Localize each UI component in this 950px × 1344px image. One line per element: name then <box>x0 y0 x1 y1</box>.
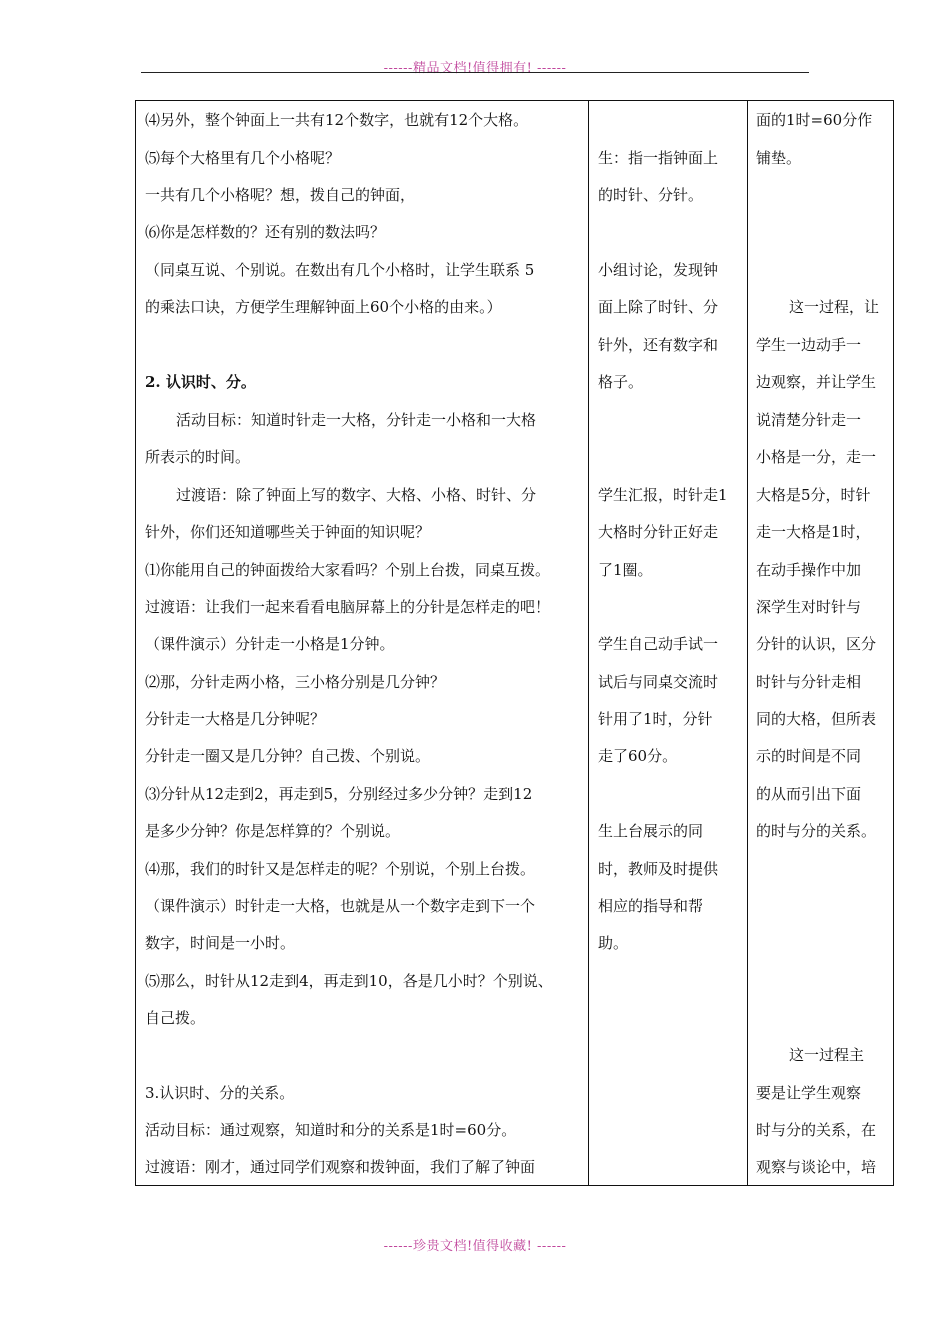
intent-line: 边观察，并让学生 <box>756 373 877 391</box>
student-line: 走了60分。 <box>598 747 678 765</box>
student-line: 的时针、分针。 <box>598 186 704 204</box>
section-heading-3: 3.认识时、分的关系。 <box>145 1084 295 1102</box>
process-line: ⑷另外，整个钟面上一共有12个数字，也就有12个大格。 <box>145 111 529 129</box>
intent-line: 的时与分的关系。 <box>756 822 877 840</box>
intent-line: 分针的认识，区分 <box>756 635 877 653</box>
process-line: 的乘法口诀，方便学生理解钟面上60个小格的由来。） <box>145 298 502 316</box>
student-line: 相应的指导和帮 <box>598 897 704 915</box>
process-line: 活动目标：知道时针走一大格，分针走一小格和一大格 <box>176 411 537 429</box>
intent-line: 这一过程，让 <box>789 298 880 316</box>
student-line: 试后与同桌交流时 <box>598 673 719 691</box>
intent-line: 这一过程主 <box>789 1046 865 1064</box>
intent-line: 要是让学生观察 <box>756 1084 862 1102</box>
intent-line: 铺垫。 <box>756 149 802 167</box>
section-heading-2: 2. 认识时、分。 <box>145 373 256 391</box>
intent-line: 同的大格，但所表 <box>756 710 877 728</box>
process-line: 过渡语：除了钟面上写的数字、大格、小格、时针、分 <box>176 486 537 504</box>
page-header: ------精品文档!值得拥有! ------ <box>383 61 567 76</box>
intent-line: 走一大格是1时， <box>756 523 871 541</box>
process-line: 是多少分钟？你是怎样算的？个别说。 <box>145 822 401 840</box>
process-line: ⑴你能用自己的钟面拨给大家看吗？个别上台拨，同桌互拨。 <box>145 561 551 579</box>
student-line: 学生汇报，时针走1 <box>598 486 728 504</box>
intent-line: 时与分的关系，在 <box>756 1121 877 1139</box>
process-line: 活动目标：通过观察，知道时和分的关系是1时=60分。 <box>145 1121 517 1139</box>
student-line: 了1圈。 <box>598 561 653 579</box>
column-divider-1 <box>588 100 589 1186</box>
student-line: 学生自己动手试一 <box>598 635 719 653</box>
intent-line: 小格是一分，走一 <box>756 448 877 466</box>
process-line: 所表示的时间。 <box>145 448 251 466</box>
student-line: 助。 <box>598 934 629 952</box>
process-line: 过渡语：让我们一起来看看电脑屏幕上的分针是怎样走的吧！ <box>145 598 551 616</box>
student-line: 小组讨论，发现钟 <box>598 261 719 279</box>
process-line: 分针走一大格是几分钟呢？ <box>145 710 326 728</box>
intent-line: 深学生对时针与 <box>756 598 862 616</box>
process-line: 一共有几个小格呢？想，拨自己的钟面， <box>145 186 416 204</box>
process-line: 分针走一圈又是几分钟？自己拨、个别说。 <box>145 747 431 765</box>
process-line: ⑵那，分针走两小格，三小格分别是几分钟？ <box>145 673 446 691</box>
intent-line: 时针与分针走相 <box>756 673 862 691</box>
process-line: （课件演示）分针走一小格是1分钟。 <box>145 635 395 653</box>
process-line: ⑶分针从12走到2，再走到5，分别经过多少分钟？走到12 <box>145 785 533 803</box>
process-line: ⑸那么，时针从12走到4，再走到10，各是几小时？个别说、 <box>145 972 553 990</box>
student-line: 大格时分针正好走 <box>598 523 719 541</box>
process-line: 过渡语：刚才，通过同学们观察和拨钟面，我们了解了钟面 <box>145 1158 536 1176</box>
page-footer: ------珍贵文档!值得收藏! ------ <box>383 1239 567 1254</box>
process-line: 数字，时间是一小时。 <box>145 934 296 952</box>
intent-line: 面的1时=60分作 <box>756 111 873 129</box>
column-divider-2 <box>747 100 748 1186</box>
intent-line: 说清楚分针走一 <box>756 411 862 429</box>
student-line: 针外，还有数字和 <box>598 336 719 354</box>
process-line: ⑸每个大格里有几个小格呢？ <box>145 149 341 167</box>
student-line: 格子。 <box>598 373 644 391</box>
intent-line: 示的时间是不同 <box>756 747 862 765</box>
intent-line: 大格是5分，时针 <box>756 486 871 504</box>
process-line: ⑹你是怎样数的？还有别的数法吗？ <box>145 223 386 241</box>
intent-line: 观察与谈论中，培 <box>756 1158 877 1176</box>
student-line: 时，教师及时提供 <box>598 860 719 878</box>
process-line: （同桌互说、个别说。在数出有几个小格时，让学生联系 5 <box>145 261 535 279</box>
process-line: 自己拨。 <box>145 1009 206 1027</box>
header-rule <box>141 72 809 73</box>
student-line: 针用了1时，分针 <box>598 710 713 728</box>
process-line: 针外，你们还知道哪些关于钟面的知识呢？ <box>145 523 431 541</box>
student-line: 生上台展示的同 <box>598 822 704 840</box>
intent-line: 在动手操作中加 <box>756 561 862 579</box>
student-line: 面上除了时针、分 <box>598 298 719 316</box>
intent-line: 学生一边动手一 <box>756 336 862 354</box>
intent-line: 的从而引出下面 <box>756 785 862 803</box>
student-line: 生：指一指钟面上 <box>598 149 719 167</box>
process-line: ⑷那，我们的时针又是怎样走的呢？个别说，个别上台拨。 <box>145 860 536 878</box>
process-line: （课件演示）时针走一大格，也就是从一个数字走到下一个 <box>145 897 536 915</box>
